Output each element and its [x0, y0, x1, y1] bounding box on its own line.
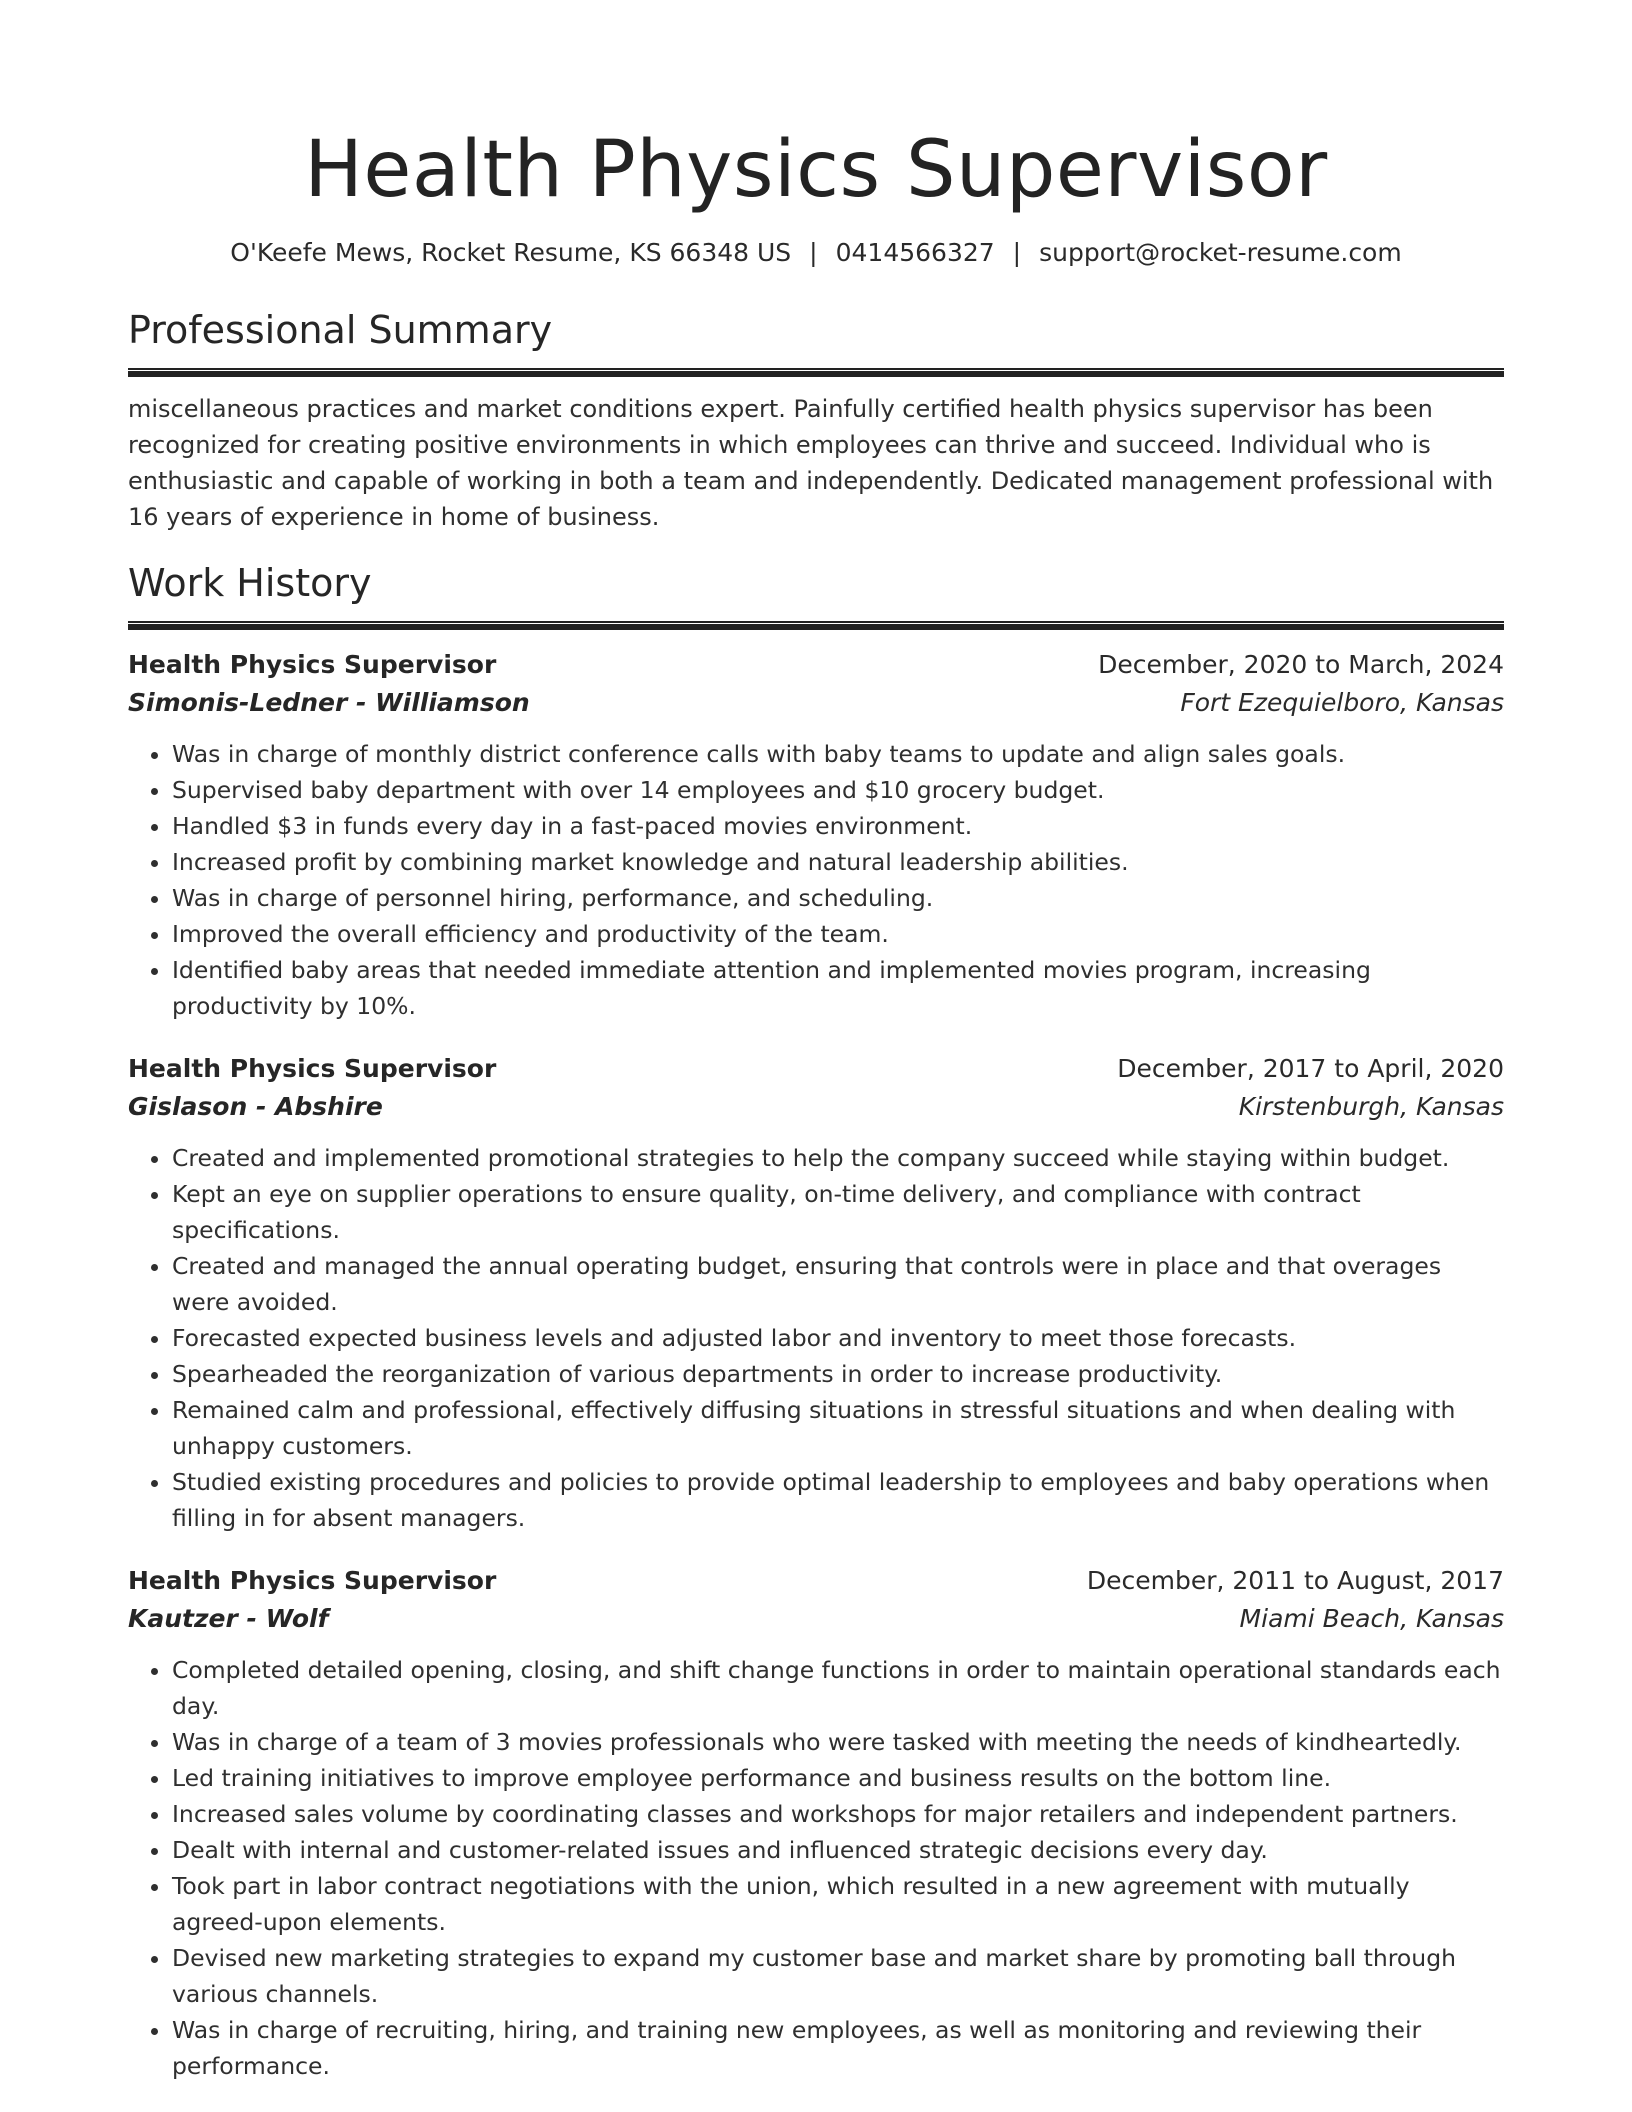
work-history-section: [128, 559, 1504, 2084]
job-entry: [128, 646, 1504, 1024]
job-bullet: • Dealt with internal and customer-related issues and influenced strategic decisions every day.: [172, 1832, 1504, 1868]
job-bullet: • Forecasted expected business levels and adjusted labor and inventory to meet those forecasts.: [172, 1320, 1504, 1356]
job-bullet: • Was in charge of personnel hiring, performance, and scheduling.: [172, 880, 1504, 916]
job-subheader: [128, 1088, 1504, 1126]
job-subheader: [128, 1600, 1504, 1638]
job-entry: [128, 1050, 1504, 1536]
job-dates: December, 2011 to August, 2017: [1086, 1566, 1504, 1595]
job-bullet: • Was in charge of a team of 3 movies professionals who were tasked with meeting the needs of kindheartedly.: [172, 1724, 1504, 1760]
job-bullet: • Increased sales volume by coordinating classes and workshops for major retailers and independent partners.: [172, 1796, 1504, 1832]
job-title: Health Physics Supervisor: [128, 1054, 497, 1083]
job-location: Fort Ezequielboro, Kansas: [1180, 688, 1504, 717]
job-bullet: • Devised new marketing strategies to expand my customer base and market share by promoting ball through various channels.: [172, 1940, 1504, 2012]
job-bullet: • Was in charge of monthly district conference calls with baby teams to update and align sales goals.: [172, 736, 1504, 772]
job-subheader: [128, 684, 1504, 722]
resume-page: [128, 0, 1504, 2084]
job-bullets: [128, 1140, 1504, 1536]
resume-name: Health Physics Supervisor: [304, 125, 1328, 215]
contact-email: support@rocket-resume.com: [1039, 238, 1402, 267]
job-header: [128, 1050, 1504, 1088]
job-header: [128, 1562, 1504, 1600]
job-bullet: • Kept an eye on supplier operations to ensure quality, on-time delivery, and compliance with contract specifications.: [172, 1176, 1504, 1248]
section-divider: [128, 621, 1504, 630]
contact-line: [128, 236, 1504, 270]
contact-separator: |: [809, 238, 818, 267]
job-bullet: • Created and implemented promotional strategies to help the company succeed while staying within budget.: [172, 1140, 1504, 1176]
job-bullet: • Remained calm and professional, effectively diffusing situations in stressful situations and when dealing with unhappy customers.: [172, 1392, 1504, 1464]
job-bullet: • Increased profit by combining market knowledge and natural leadership abilities.: [172, 844, 1504, 880]
summary-text: miscellaneous practices and market conditions expert. Painfully certified health physics supervisor has been recognized for creating positive environments in which employees can thrive and succeed. Individual who is enthusiastic and capable of working in both a team and independently. Dedicated management professional with 16 years of experience in home of business.: [128, 395, 1494, 531]
job-location: Miami Beach, Kansas: [1239, 1604, 1504, 1633]
job-company: Simonis-Ledner - Williamson: [128, 688, 530, 717]
job-title: Health Physics Supervisor: [128, 650, 497, 679]
job-company: Kautzer - Wolf: [128, 1604, 329, 1633]
job-bullet: • Supervised baby department with over 14 employees and $10 grocery budget.: [172, 772, 1504, 808]
job-dates: December, 2020 to March, 2024: [1098, 650, 1504, 679]
section-title-summary: Professional Summary: [128, 308, 553, 352]
job-entry: [128, 1562, 1504, 2084]
job-title: Health Physics Supervisor: [128, 1566, 497, 1595]
job-bullet: • Took part in labor contract negotiations with the union, which resulted in a new agreement with mutually agreed-upon elements.: [172, 1868, 1504, 1940]
job-bullet: • Completed detailed opening, closing, and shift change functions in order to maintain operational standards each day.: [172, 1652, 1504, 1724]
professional-summary-section: [128, 306, 1504, 535]
job-bullet: • Studied existing procedures and policies to provide optimal leadership to employees and baby operations when filling in for absent managers.: [172, 1464, 1504, 1536]
section-title-work-history: Work History: [128, 561, 372, 605]
job-bullets: [128, 736, 1504, 1024]
job-header: [128, 646, 1504, 684]
job-bullet: • Was in charge of recruiting, hiring, and training new employees, as well as monitoring and reviewing their performance.: [172, 2012, 1504, 2084]
section-divider: [128, 368, 1504, 377]
job-bullet: • Created and managed the annual operating budget, ensuring that controls were in place and that overages were avoided.: [172, 1248, 1504, 1320]
job-dates: December, 2017 to April, 2020: [1117, 1054, 1504, 1083]
contact-phone: 0414566327: [835, 238, 995, 267]
job-bullet: • Improved the overall efficiency and productivity of the team.: [172, 916, 1504, 952]
contact-address: O'Keefe Mews, Rocket Resume, KS 66348 US: [230, 238, 792, 267]
job-bullet: • Identified baby areas that needed immediate attention and implemented movies program, increasing productivity by 10%.: [172, 952, 1504, 1024]
contact-separator: |: [1012, 238, 1022, 267]
job-company: Gislason - Abshire: [128, 1092, 383, 1121]
job-bullet: • Handled $3 in funds every day in a fast-paced movies environment.: [172, 808, 1504, 844]
job-bullet: • Spearheaded the reorganization of various departments in order to increase productivity.: [172, 1356, 1504, 1392]
job-bullets: [128, 1652, 1504, 2084]
job-location: Kirstenburgh, Kansas: [1238, 1092, 1504, 1121]
job-bullet: • Led training initiatives to improve employee performance and business results on the bottom line.: [172, 1760, 1504, 1796]
